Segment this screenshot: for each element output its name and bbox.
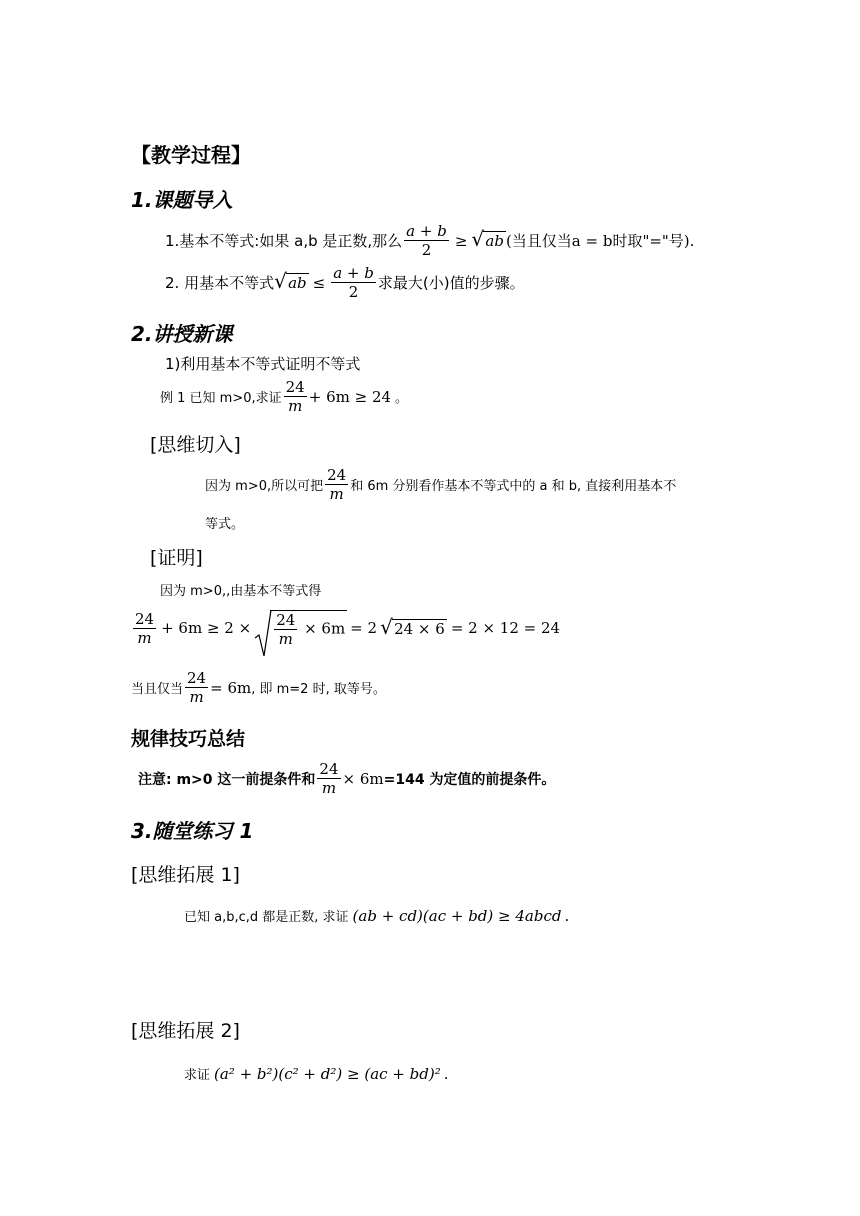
item1-frac-den: 2 — [421, 241, 432, 259]
item2-fraction — [331, 264, 376, 301]
note-mid: × 6m — [342, 769, 384, 788]
thinking-line1 — [205, 466, 676, 503]
teaching-process-heading: 【教学过程】 — [131, 143, 251, 167]
eqcond-suffix: , 即 m=2 时, 取等号。 — [251, 682, 386, 697]
item2-sqrt-arg: ab — [288, 274, 307, 292]
item1-frac-num: a + b — [406, 222, 447, 240]
eqcond-frac-den: m — [189, 688, 204, 706]
proof-line1: 因为 m>0,,由基本不等式得 — [160, 584, 322, 599]
proof-eq-sqrt-frac-den: m — [278, 630, 293, 648]
section1-item2 — [165, 264, 525, 301]
item1-sqrt-arg: ab — [485, 232, 504, 250]
note-line — [138, 760, 555, 797]
note-frac-den: m — [321, 779, 337, 797]
proof-eq-part3: = 2 × 12 = 24 — [450, 619, 561, 637]
section3-title: 3.随堂练习 1 — [131, 819, 254, 843]
thinking-suffix: 和 6m 分别看作基本不等式中的 a 和 b, 直接利用基本不 — [350, 479, 677, 494]
item2-prefix: 2. 用基本不等式 — [165, 274, 275, 292]
proof-equation — [131, 608, 560, 648]
ext1-expr: (ab + cd)(ac + bd) ≥ 4abcd — [352, 906, 562, 925]
thinking-prefix: 因为 m>0,所以可把 — [205, 479, 324, 494]
proof-eq-sqrt2: √ 24 × 6 — [380, 614, 445, 639]
summary-title: 规律技巧总结 — [131, 728, 246, 750]
item1-fraction — [404, 222, 449, 259]
item1-suffix: (当且仅当a = b时取"="号). — [505, 232, 695, 250]
ext1-label: [思维拓展 1] — [131, 864, 240, 886]
proof-label: [证明] — [150, 547, 203, 569]
proof-eq-sqrt2-arg: 24 × 6 — [394, 619, 445, 638]
eqcond-fraction — [185, 669, 208, 706]
thinking-label: [思维切入] — [150, 434, 241, 456]
section2-title: 2.讲授新课 — [131, 322, 233, 346]
proof-eq-sqrt-fraction — [274, 611, 297, 648]
thinking-line2: 等式。 — [205, 517, 245, 532]
note-prefix: 注意: m>0 这一前提条件和 — [138, 771, 316, 788]
section2-subtitle: 1)利用基本不等式证明不等式 — [165, 355, 361, 373]
proof-eq-sqrt-frac-num: 24 — [276, 611, 296, 629]
section1-item1 — [165, 222, 694, 259]
ext2-prefix: 求证 — [184, 1068, 211, 1083]
item2-sqrt: √ ab — [274, 269, 307, 293]
section1-title: 1.课题导入 — [131, 188, 233, 212]
item2-frac-den: 2 — [348, 283, 359, 301]
item2-leq: ≤ — [312, 273, 326, 292]
ext2-label: [思维拓展 2] — [131, 1020, 240, 1042]
proof-eq-big-sqrt — [254, 608, 347, 648]
note-frac-num: 24 — [319, 760, 339, 778]
proof-equality-condition — [131, 669, 386, 706]
proof-eq-fraction — [133, 610, 156, 647]
item1-prefix: 1.基本不等式:如果 a,b 是正数,那么 — [165, 232, 403, 250]
proof-eq-part1: + 6m ≥ 2 × — [161, 619, 252, 637]
proof-eq-sqrt-tail: × 6m — [304, 619, 346, 638]
ext1-suffix: . — [564, 906, 570, 925]
thinking-frac-num: 24 — [327, 466, 347, 484]
note-fraction — [317, 760, 340, 797]
ext2-line — [184, 1064, 449, 1083]
proof-eq-part2: = 2 — [350, 619, 378, 637]
proof-eq-frac-den: m — [137, 628, 152, 647]
eqcond-prefix: 当且仅当 — [131, 682, 184, 697]
radical-sign-icon — [254, 608, 272, 658]
ext1-line — [184, 906, 569, 925]
example1-frac-num: 24 — [285, 378, 305, 396]
proof-eq-frac-num: 24 — [135, 609, 155, 628]
thinking-frac-den: m — [329, 485, 344, 503]
note-suffix: =144 为定值的前提条件。 — [383, 771, 556, 788]
eqcond-frac-num: 24 — [187, 669, 207, 687]
ext2-suffix: . — [443, 1064, 449, 1083]
example1-prefix: 例 1 已知 m>0,求证 — [160, 391, 282, 406]
item1-sqrt: √ ab — [471, 227, 504, 251]
example1-fraction — [284, 378, 307, 415]
thinking-fraction — [325, 466, 348, 503]
example1-suffix: 。 — [395, 391, 409, 406]
ext1-prefix: 已知 a,b,c,d 都是正数, 求证 — [184, 910, 349, 925]
item2-frac-num: a + b — [333, 264, 374, 282]
eqcond-mid: = 6m — [210, 678, 252, 697]
item2-suffix: 求最大(小)值的步骤。 — [377, 274, 525, 292]
example1-expr: + 6m ≥ 24 — [308, 387, 392, 406]
item1-geq: ≥ — [454, 231, 468, 250]
example1 — [160, 378, 408, 415]
ext2-expr: (a² + b²)(c² + d²) ≥ (ac + bd)² — [214, 1064, 441, 1083]
example1-frac-den: m — [288, 397, 303, 415]
